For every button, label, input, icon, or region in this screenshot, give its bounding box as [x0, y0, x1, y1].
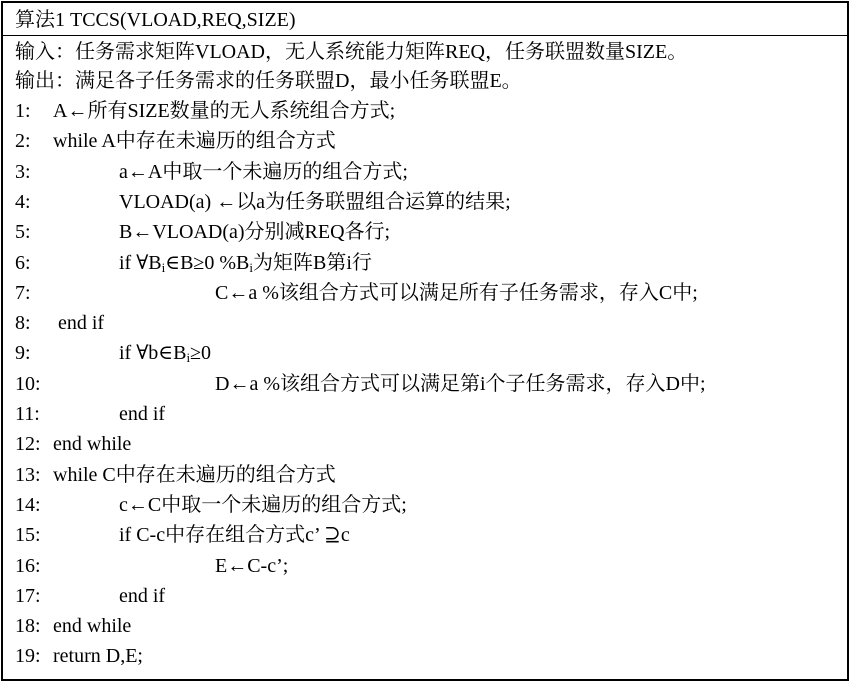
- line-number: 18:: [15, 615, 41, 638]
- line-code: c←C中取一个未遍历的组合方式;: [119, 493, 407, 516]
- line-number: 19:: [15, 645, 41, 668]
- algorithm-line: [15, 157, 835, 187]
- algorithm-line: [15, 187, 835, 217]
- line-code: end if: [119, 584, 166, 607]
- code-fragment: 为矩阵B第i行: [253, 251, 372, 274]
- subscript: i: [249, 259, 254, 275]
- algorithm-line: [15, 429, 835, 459]
- code-fragment: if ∀B: [119, 251, 162, 274]
- line-number: 11:: [15, 403, 40, 425]
- line-code: end if: [119, 403, 166, 425]
- algorithm-output-text: 输出：满足各子任务需求的任务联盟D，最小任务联盟E。: [15, 70, 522, 92]
- line-code: end while: [53, 433, 132, 456]
- algorithm-line: [15, 611, 835, 641]
- line-code: E←C-c’;: [215, 554, 289, 577]
- algorithm-box: [1, 1, 849, 681]
- algorithm-line: [15, 399, 835, 429]
- line-number: 2:: [15, 130, 31, 153]
- line-code: return D,E;: [53, 645, 143, 668]
- line-code: while A中存在未遍历的组合方式: [53, 130, 336, 153]
- line-code: VLOAD(a) ←以a为任务联盟组合运算的结果;: [119, 190, 511, 213]
- algorithm-input-text: 输入：任务需求矩阵VLOAD，无人系统能力矩阵REQ，任务联盟数量SIZE。: [15, 41, 688, 63]
- algorithm-title: [15, 5, 296, 35]
- subscript: i: [186, 350, 191, 366]
- line-code: [119, 248, 372, 278]
- line-number: 9:: [15, 342, 31, 365]
- line-number: 16:: [15, 554, 41, 577]
- algorithm-output: [15, 66, 522, 96]
- line-code: end while: [53, 615, 132, 638]
- algorithm-line: [15, 551, 835, 581]
- line-code: A←所有SIZE数量的无人系统组合方式;: [53, 100, 396, 122]
- algorithm-line: [15, 248, 835, 278]
- line-code: C←a %该组合方式可以满足所有子任务需求，存入C中;: [215, 281, 698, 304]
- line-code: B←VLOAD(a)分别减REQ各行;: [119, 221, 391, 244]
- code-fragment: ≥0: [190, 342, 212, 365]
- algorithm-line: [15, 490, 835, 520]
- line-number: 10:: [15, 372, 41, 395]
- algorithm-line: [15, 278, 835, 308]
- line-code: if C-c中存在组合方式c’ ⊇c: [119, 524, 350, 547]
- line-number: 3:: [15, 160, 31, 183]
- algorithm-line: [15, 217, 835, 247]
- line-number: 4:: [15, 190, 31, 213]
- algorithm-line: [15, 338, 835, 368]
- line-code: D←a %该组合方式可以满足第i个子任务需求，存入D中;: [215, 372, 706, 395]
- line-number: 6:: [15, 251, 31, 274]
- code-fragment: if ∀b∈B: [119, 342, 187, 365]
- algorithm-line: [15, 126, 835, 156]
- line-number: 5:: [15, 221, 31, 244]
- algorithm-line: [15, 581, 835, 611]
- algorithm-line: [15, 96, 835, 126]
- line-code: while C中存在未遍历的组合方式: [53, 463, 336, 486]
- line-number: 17:: [15, 584, 41, 607]
- algorithm-line: [15, 369, 835, 399]
- line-number: 13:: [15, 463, 41, 486]
- line-number: 1:: [15, 100, 31, 122]
- line-number: 15:: [15, 524, 41, 547]
- line-code: a←A中取一个未遍历的组合方式;: [119, 160, 408, 183]
- algorithm-line: [15, 520, 835, 550]
- line-number: 8:: [15, 312, 31, 335]
- algorithm-input: [15, 37, 688, 67]
- code-fragment: ∈B≥0 %B: [165, 251, 250, 274]
- algorithm-line: [15, 460, 835, 490]
- line-code: [119, 338, 211, 368]
- line-number: 12:: [15, 433, 41, 456]
- subscript: i: [161, 259, 166, 275]
- line-number: 7:: [15, 281, 31, 304]
- line-number: 14:: [15, 493, 41, 516]
- algorithm-title-text: 算法1 TCCS(VLOAD,REQ,SIZE): [15, 9, 296, 31]
- line-code: end if: [53, 312, 105, 335]
- algorithm-line: [15, 308, 835, 338]
- algorithm-line: [15, 641, 835, 671]
